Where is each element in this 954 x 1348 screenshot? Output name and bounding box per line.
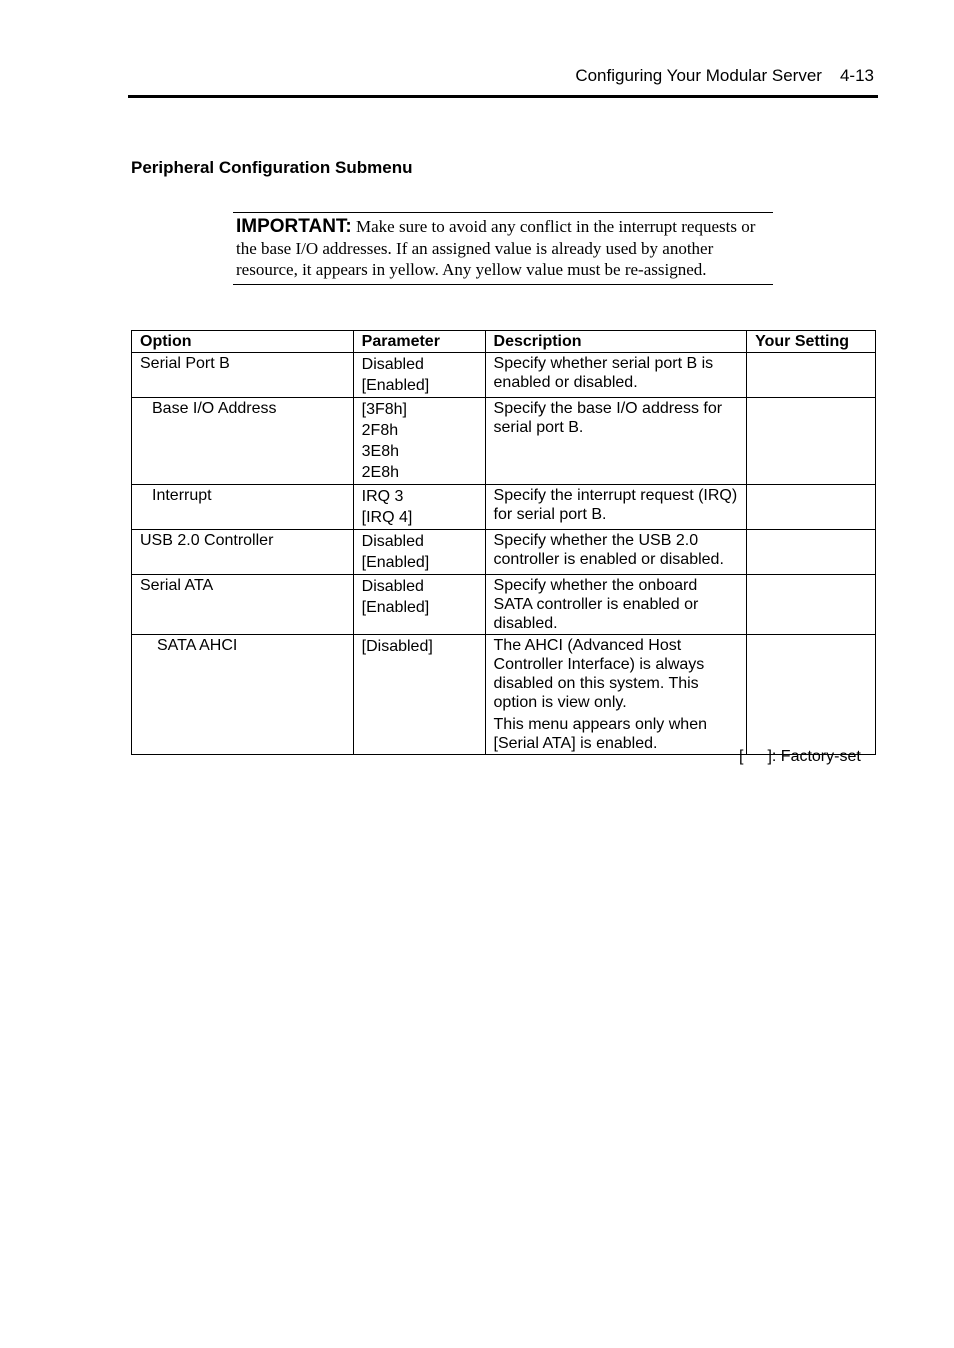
- column-header-description: Description: [485, 331, 747, 353]
- parameter-cell: [353, 575, 485, 635]
- parameter-value: [Enabled]: [361, 554, 430, 571]
- option-label: Interrupt: [152, 487, 212, 504]
- option-label: SATA AHCI: [157, 637, 238, 654]
- description-cell: [485, 635, 747, 755]
- important-label: IMPORTANT:: [236, 216, 352, 237]
- description-text: The AHCI (Advanced Host Controller Interface) is always disabled on this system. This option is view only.: [493, 637, 705, 711]
- description-text: This menu appears only when [Serial ATA] is enabled.: [493, 716, 707, 752]
- column-header-parameter: Parameter: [353, 331, 485, 353]
- parameter-value: Disabled: [361, 356, 424, 373]
- column-header-your-setting: Your Setting: [747, 331, 876, 353]
- peripheral-settings-table: [131, 330, 876, 755]
- description-cell: [485, 485, 747, 530]
- table-row: [132, 575, 876, 635]
- parameter-value: [Enabled]: [361, 599, 430, 616]
- table-row: [132, 530, 876, 575]
- parameter-value: [IRQ 4]: [361, 509, 413, 526]
- parameter-value: 3E8h: [361, 443, 400, 460]
- option-cell: [132, 398, 354, 485]
- description-cell: [485, 530, 747, 575]
- option-cell: Serial ATA: [132, 575, 354, 635]
- section-title: Peripheral Configuration Submenu: [131, 158, 413, 177]
- parameter-value: [3F8h]: [361, 401, 407, 418]
- your-setting-cell: [747, 398, 876, 485]
- description-text: Specify whether the USB 2.0 controller is enabled or disabled.: [493, 532, 724, 568]
- option-cell: USB 2.0 Controller: [132, 530, 354, 575]
- table-row: [132, 353, 876, 398]
- your-setting-cell: [747, 635, 876, 755]
- description-text: Specify whether serial port B is enabled or disabled.: [493, 355, 714, 391]
- option-cell: Serial Port B: [132, 353, 354, 398]
- header-title: Configuring Your Modular Server: [575, 66, 822, 85]
- running-header: [575, 66, 874, 86]
- page-number: 4-13: [839, 66, 874, 85]
- factory-set-footnote: [739, 748, 861, 766]
- table-row: [132, 485, 876, 530]
- parameter-cell: [353, 398, 485, 485]
- parameter-value: [Disabled]: [361, 638, 433, 655]
- parameter-value: [Enabled]: [361, 377, 430, 394]
- parameter-cell: [353, 635, 485, 755]
- option-cell: [132, 635, 354, 755]
- parameter-cell: [353, 353, 485, 398]
- footnote-open-bracket: [: [739, 748, 744, 765]
- your-setting-cell: [747, 353, 876, 398]
- parameter-value: Disabled: [361, 578, 424, 595]
- table-row: [132, 398, 876, 485]
- header-rule: [128, 95, 878, 98]
- table-header-row: [132, 331, 876, 353]
- description-text: Specify the interrupt request (IRQ) for serial port B.: [493, 487, 738, 523]
- option-label: Base I/O Address: [152, 400, 277, 417]
- your-setting-cell: [747, 485, 876, 530]
- description-cell: [485, 398, 747, 485]
- your-setting-cell: [747, 530, 876, 575]
- parameter-cell: [353, 485, 485, 530]
- important-text: Make sure to avoid any conflict in the interrupt requests or the base I/O addresses. If an assigned value is already used by another resource, it appears in yellow. Any yellow value must be re-assigned.: [236, 217, 756, 279]
- parameter-cell: [353, 530, 485, 575]
- parameter-value: IRQ 3: [361, 488, 404, 505]
- option-cell: [132, 485, 354, 530]
- parameter-value: 2E8h: [361, 464, 400, 481]
- important-note: [233, 212, 773, 285]
- footnote-text: ]: Factory-set: [767, 748, 861, 765]
- parameter-value: 2F8h: [361, 422, 399, 439]
- description-cell: [485, 353, 747, 398]
- your-setting-cell: [747, 575, 876, 635]
- parameter-value: Disabled: [361, 533, 424, 550]
- description-text: Specify whether the onboard SATA controller is enabled or disabled.: [493, 577, 699, 632]
- column-header-option: Option: [132, 331, 354, 353]
- description-cell: [485, 575, 747, 635]
- description-text: Specify the base I/O address for serial port B.: [493, 400, 723, 436]
- table-row: [132, 635, 876, 755]
